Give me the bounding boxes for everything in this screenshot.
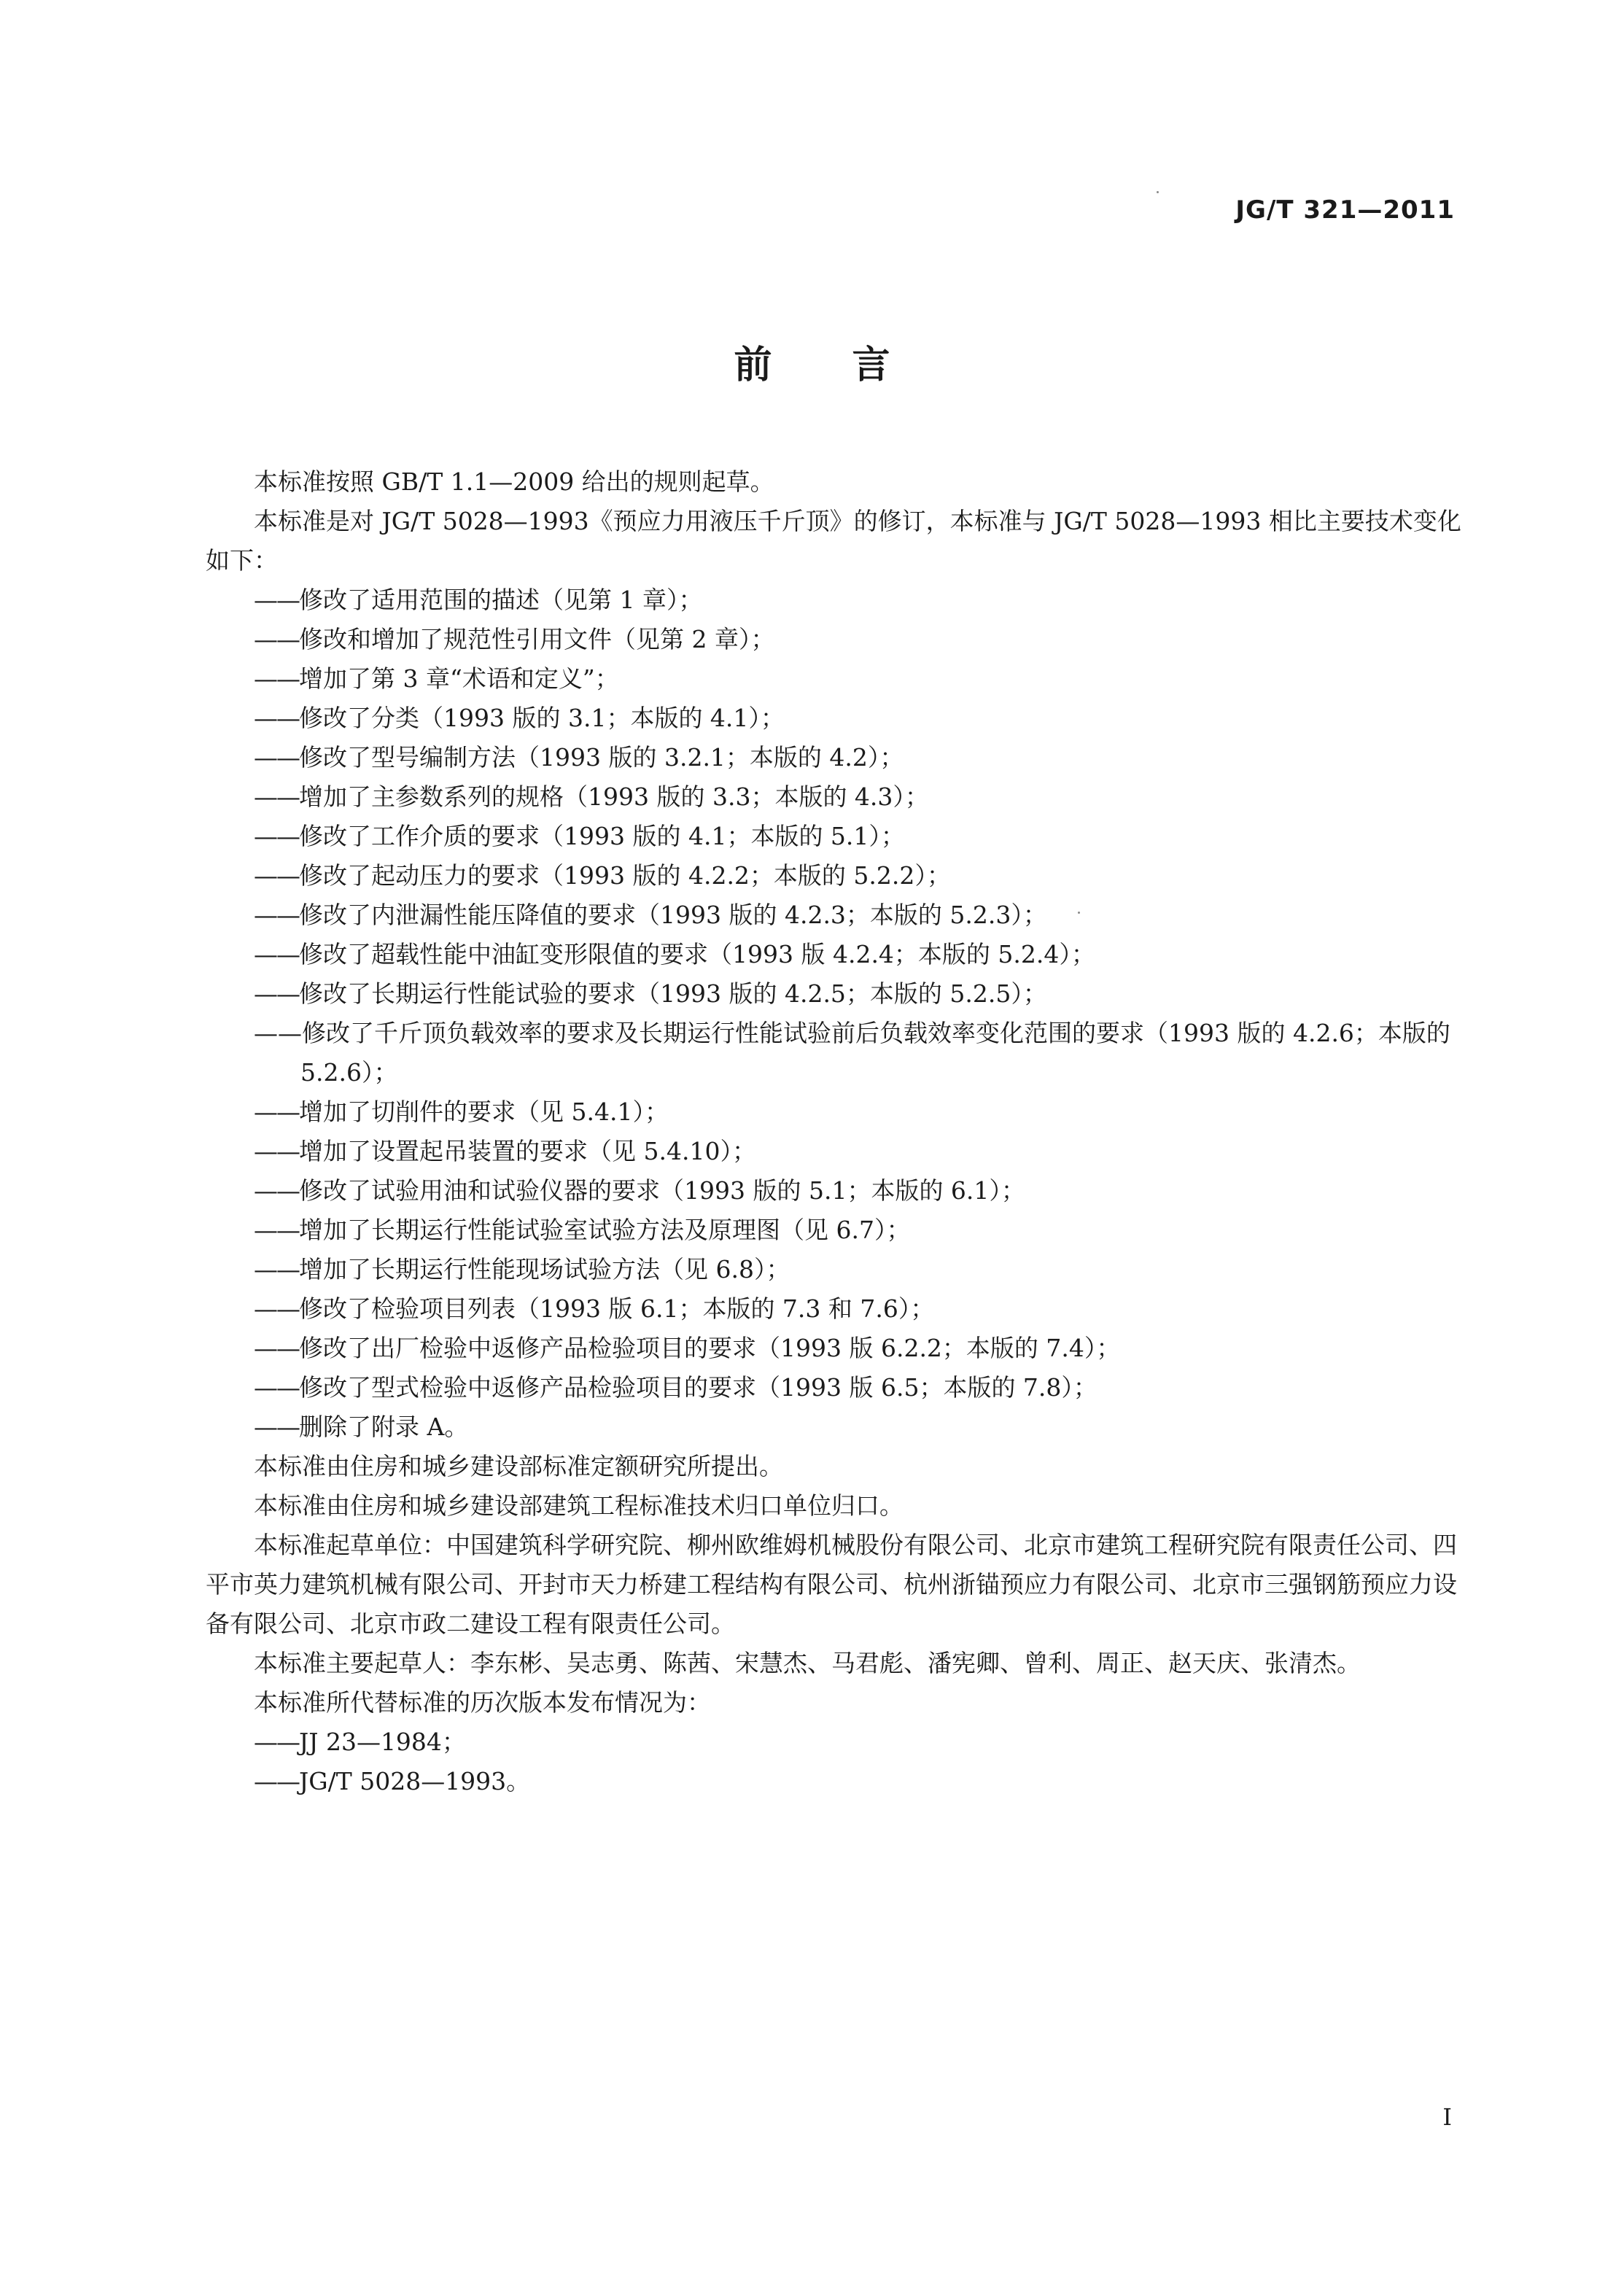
- list-item: ——修改了长期运行性能试验的要求（1993 版的 4.2.5；本版的 5.2.5）；: [254, 979, 1047, 1008]
- list-item: ——JG/T 5028—1993。: [254, 1767, 531, 1795]
- dash-mark: ——: [254, 1767, 299, 1795]
- history-intro-paragraph: 本标准所代替标准的历次版本发布情况为：: [254, 1688, 711, 1717]
- page-number: I: [1442, 2103, 1452, 2131]
- list-item: ——修改了工作介质的要求（1993 版的 4.1；本版的 5.1）；: [254, 822, 905, 850]
- list-item: ——增加了长期运行性能现场试验方法（见 6.8）；: [254, 1255, 790, 1283]
- list-item: ——修改了内泄漏性能压降值的要求（1993 版的 4.2.3；本版的 5.2.3）；: [254, 901, 1047, 929]
- dash-mark: ——: [254, 782, 299, 811]
- dash-mark: ——: [254, 1255, 299, 1283]
- dash-mark: ——: [254, 625, 299, 653]
- intro-paragraph: 本标准是对 JG/T 5028—1993《预应力用液压千斤顶》的修订，本标准与 JG/T 5028—1993 相比主要技术变化如下：: [206, 507, 1461, 575]
- dash-mark: ——: [254, 979, 299, 1008]
- changes-list: [206, 580, 1469, 1447]
- dash-mark: ——: [254, 1176, 299, 1205]
- list-item: ——修改了试验用油和试验仪器的要求（1993 版的 5.1；本版的 6.1）；: [254, 1176, 1025, 1205]
- document-code: JG/T 321—2011: [1235, 195, 1455, 225]
- intro-paragraph: 本标准按照 GB/T 1.1—2009 给出的规则起草。: [254, 467, 774, 496]
- centralizer-paragraph: 本标准由住房和城乡建设部建筑工程标准技术归口单位归口。: [254, 1491, 904, 1520]
- dash-mark: ——: [254, 901, 299, 929]
- dash-mark: ——: [254, 1137, 299, 1165]
- dash-mark: ——: [254, 743, 299, 772]
- scan-speck: [1078, 912, 1080, 914]
- page-title: 前言: [734, 343, 971, 387]
- list-item: ——修改和增加了规范性引用文件（见第 2 章）；: [254, 625, 775, 653]
- list-item: ——修改了适用范围的描述（见第 1 章）；: [254, 586, 703, 614]
- list-item: ——修改了型式检验中返修产品检验项目的要求（1993 版 6.5；本版的 7.8）；: [254, 1373, 1097, 1402]
- dash-mark: ——: [254, 940, 299, 968]
- list-item: ——增加了第 3 章“术语和定义”；: [254, 664, 619, 693]
- list-item: ——修改了型号编制方法（1993 版的 3.2.1；本版的 4.2）；: [254, 743, 904, 772]
- dash-mark: ——: [254, 1334, 299, 1362]
- list-item: ——删除了附录 A。: [254, 1413, 469, 1441]
- scan-speck: [1157, 191, 1159, 193]
- dash-mark: ——: [254, 1373, 299, 1402]
- dash-mark: ——: [254, 586, 299, 614]
- list-item: ——增加了设置起吊装置的要求（见 5.4.10）；: [254, 1137, 756, 1165]
- list-item: ——增加了主参数系列的规格（1993 版的 3.3；本版的 4.3）；: [254, 782, 929, 811]
- history-list: [206, 1722, 1469, 1801]
- dash-mark: ——: [254, 822, 299, 850]
- drafting-units-paragraph: 本标准起草单位：中国建筑科学研究院、柳州欧维姆机械股份有限公司、北京市建筑工程研究院有限责任公司、四平市英力建筑机械有限公司、开封市天力桥建工程结构有限公司、杭州浙锚预应力有限公司、北京市三强钢筋预应力设备有限公司、北京市政二建设工程有限责任公司。: [206, 1531, 1457, 1638]
- dash-mark: ——: [254, 1019, 302, 1047]
- dash-mark: ——: [254, 1294, 299, 1323]
- list-item: ——修改了检验项目列表（1993 版 6.1；本版的 7.3 和 7.6）；: [254, 1294, 935, 1323]
- foreword-body: [206, 462, 1469, 1801]
- dash-mark: ——: [254, 1216, 299, 1244]
- list-item: ——修改了超载性能中油缸变形限值的要求（1993 版 4.2.4；本版的 5.2.4）；: [254, 940, 1095, 968]
- list-item: ——增加了长期运行性能试验室试验方法及原理图（见 6.7）；: [254, 1216, 911, 1244]
- dash-mark: ——: [254, 704, 299, 732]
- dash-mark: ——: [254, 1728, 299, 1756]
- proposer-paragraph: 本标准由住房和城乡建设部标准定额研究所提出。: [254, 1452, 783, 1480]
- drafters-paragraph: 本标准主要起草人：李东彬、吴志勇、陈茜、宋慧杰、马君彪、潘宪卿、曾利、周正、赵天庆、张清杰。: [254, 1649, 1361, 1677]
- dash-mark: ——: [254, 1098, 299, 1126]
- list-item: ——修改了分类（1993 版的 3.1；本版的 4.1）；: [254, 704, 785, 732]
- list-item: ——修改了千斤顶负载效率的要求及长期运行性能试验前后负载效率变化范围的要求（1993 版的 4.2.6；本版的 5.2.6）；: [254, 1019, 1450, 1087]
- dash-mark: ——: [254, 1413, 299, 1441]
- list-item: ——修改了出厂检验中返修产品检验项目的要求（1993 版 6.2.2；本版的 7.4）；: [254, 1334, 1121, 1362]
- dash-mark: ——: [254, 664, 299, 693]
- list-item: ——JJ 23—1984；: [254, 1728, 466, 1756]
- list-item: ——增加了切削件的要求（见 5.4.1）；: [254, 1098, 669, 1126]
- dash-mark: ——: [254, 861, 299, 890]
- list-item: ——修改了起动压力的要求（1993 版的 4.2.2；本版的 5.2.2）；: [254, 861, 951, 890]
